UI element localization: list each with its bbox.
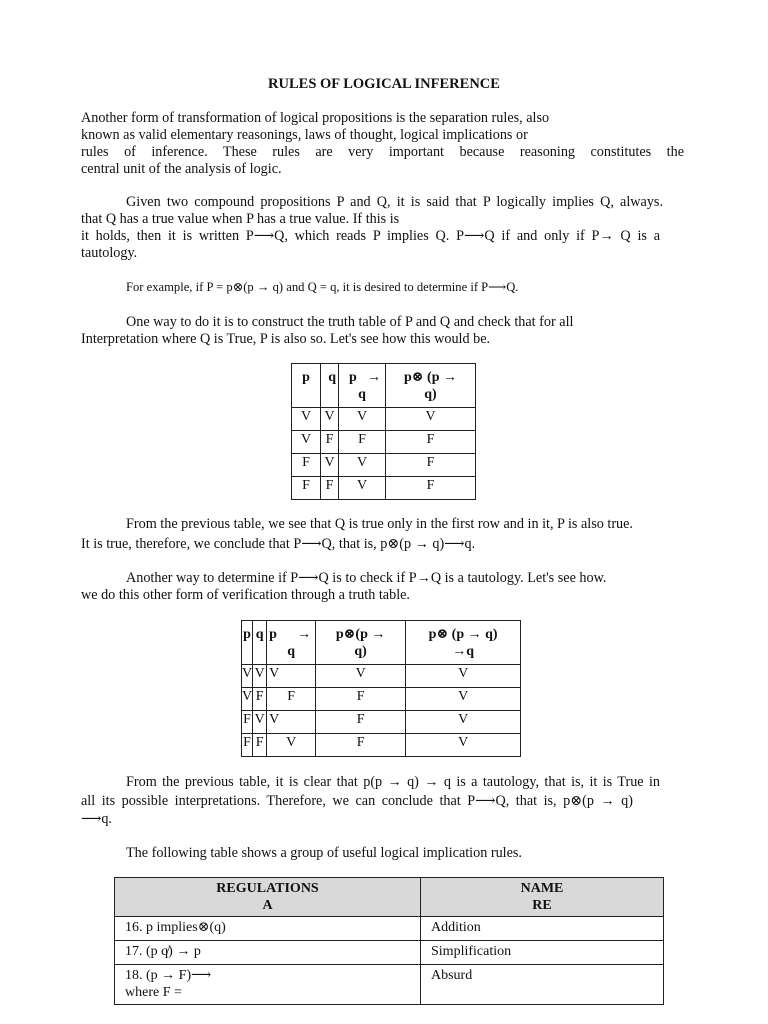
p6-line-3: ⟶q.	[81, 811, 112, 827]
header-text: q	[328, 370, 336, 385]
table-cell: F	[253, 688, 267, 711]
header-text: p	[269, 627, 277, 642]
table-row	[115, 917, 664, 941]
rule-name-cell: Absurd	[421, 965, 664, 1005]
table-row	[115, 941, 664, 965]
header-text: q	[255, 627, 264, 642]
p1-line-4: central unit of the analysis of logic.	[81, 161, 282, 177]
header-text: p	[243, 627, 251, 642]
header-text: NAME	[520, 881, 564, 896]
table-cell: V	[339, 408, 386, 431]
header-text: q	[287, 644, 296, 659]
table-cell: F	[242, 711, 253, 734]
table-cell: V	[406, 665, 521, 688]
example-line: For example, if P = p⊗(p → q) and Q = q, it is desired to determine if P⟶Q.	[126, 280, 519, 294]
rules-header-regulations	[115, 878, 421, 917]
table-cell: F	[242, 734, 253, 757]
p2-line-2: that Q has a true value when P has a true value. If this is	[81, 211, 400, 227]
header-cell-expression	[316, 621, 406, 665]
table-cell: V	[339, 477, 386, 500]
rule-cell: 16. p implies⊗(q)	[115, 917, 421, 941]
table-cell: F	[316, 688, 406, 711]
table-cell: V	[406, 711, 521, 734]
table-cell: F	[292, 454, 321, 477]
table-cell: F	[316, 711, 406, 734]
header-text: q)	[424, 387, 437, 402]
table-cell: F	[386, 454, 476, 477]
header-text: q)	[354, 644, 367, 659]
header-text-line	[339, 364, 385, 386]
rule-name-cell: Simplification	[421, 941, 664, 965]
table-cell: F	[386, 431, 476, 454]
table-cell: V	[267, 734, 316, 757]
table-cell: V	[242, 688, 253, 711]
p5-line-1: Another way to determine if P⟶Q is to check if P→Q is a tautology. Let's see how.	[126, 570, 607, 586]
table-cell: V	[253, 665, 267, 688]
page-title: RULES OF LOGICAL INFERENCE	[268, 76, 500, 92]
table-row	[292, 454, 476, 477]
table-row	[292, 408, 476, 431]
table-cell: V	[292, 431, 321, 454]
table-row	[242, 665, 521, 688]
table-cell: V	[253, 711, 267, 734]
p1-line-3: rules of inference. These rules are very important because reasoning constitutes the	[81, 144, 684, 160]
table-cell: F	[386, 477, 476, 500]
table-cell: F	[292, 477, 321, 500]
header-cell-expression	[386, 364, 476, 408]
rule-text: where F =	[125, 985, 182, 1000]
header-cell-p	[292, 364, 321, 408]
header-text: p⊗(p →	[335, 627, 386, 642]
p2-line-1: Given two compound propositions P and Q, it is said that P logically implies Q, always.	[126, 194, 663, 210]
header-cell-p	[242, 621, 253, 665]
p3-line-2: Interpretation where Q is True, P is also so. Let's see how this would be.	[81, 331, 491, 347]
truth-table-2	[241, 620, 521, 757]
rules-header-name	[421, 878, 664, 917]
rule-text: 18. (p → F)⟶	[125, 968, 212, 983]
header-text: RE	[532, 898, 552, 913]
p1-line-1: Another form of transformation of logical propositions is the separation rules, also	[81, 110, 550, 126]
table-row	[292, 431, 476, 454]
header-text: p⊗ (p →	[404, 370, 457, 385]
rule-cell	[115, 965, 421, 1005]
header-cell-q	[253, 621, 267, 665]
header-text: A	[262, 898, 273, 913]
table-cell: V	[406, 734, 521, 757]
p3-line-1: One way to do it is to construct the truth table of P and Q and check that for all	[126, 314, 574, 330]
header-cell-p-implies-q	[267, 621, 316, 665]
p4-line-1: From the previous table, we see that Q is true only in the first row and in it, P is also true.	[126, 516, 633, 532]
table-header-row	[292, 364, 476, 408]
table-cell: V	[321, 408, 339, 431]
table-cell: V	[267, 665, 316, 688]
table-row	[242, 734, 521, 757]
table-cell: V	[316, 665, 406, 688]
table-cell: V	[386, 408, 476, 431]
table-cell: V	[339, 454, 386, 477]
table-row	[242, 688, 521, 711]
p5-line-2: we do this other form of verification through a truth table.	[81, 587, 410, 603]
p2-line-4: tautology.	[81, 245, 138, 261]
header-text: →q	[452, 644, 475, 659]
table-cell: V	[267, 711, 316, 734]
p6-line-2: all its possible interpretations. Therefore, we can conclude that P⟶Q, that is, p⊗(p → q)	[81, 793, 633, 809]
p7-line: The following table shows a group of useful logical implication rules.	[126, 845, 522, 861]
table-cell: F	[316, 734, 406, 757]
table-cell: V	[292, 408, 321, 431]
table-cell: V	[242, 665, 253, 688]
table-cell: F	[267, 688, 316, 711]
rule-name-cell: Addition	[421, 917, 664, 941]
table-cell: F	[253, 734, 267, 757]
table-cell: F	[321, 431, 339, 454]
table-row	[292, 477, 476, 500]
table-cell: F	[321, 477, 339, 500]
header-text: p	[349, 370, 357, 385]
table-row	[115, 965, 664, 1005]
header-text: p⊗ (p → q)	[428, 627, 498, 642]
truth-table-1	[291, 363, 476, 500]
rule-cell: 17. (p q̸) → p	[115, 941, 421, 965]
header-text: REGULATIONS	[216, 881, 319, 896]
rules-header-row	[115, 878, 664, 917]
implication-rules-table	[114, 877, 664, 1005]
header-text: p	[302, 370, 310, 385]
table-cell: V	[321, 454, 339, 477]
header-cell-q	[321, 364, 339, 408]
p2-line-3: it holds, then it is written P⟶Q, which reads P implies Q. P⟶Q if and only if P→ Q is a	[81, 228, 660, 244]
p6-line-1: From the previous table, it is clear that p(p → q) → q is a tautology, that is, it is True in	[126, 774, 660, 790]
table-row	[242, 711, 521, 734]
header-text: q	[358, 387, 366, 402]
header-text: →	[297, 627, 312, 642]
header-cell-tautology	[406, 621, 521, 665]
header-text: →	[367, 370, 381, 385]
table-header-row	[242, 621, 521, 665]
p1-line-2: known as valid elementary reasonings, laws of thought, logical implications or	[81, 127, 528, 143]
table-cell: V	[406, 688, 521, 711]
table-cell: F	[339, 431, 386, 454]
p4-line-2: It is true, therefore, we conclude that P⟶Q, that is, p⊗(p → q)⟶q.	[81, 536, 476, 552]
header-cell-p-implies-q	[339, 364, 386, 408]
header-text-line	[267, 621, 315, 643]
